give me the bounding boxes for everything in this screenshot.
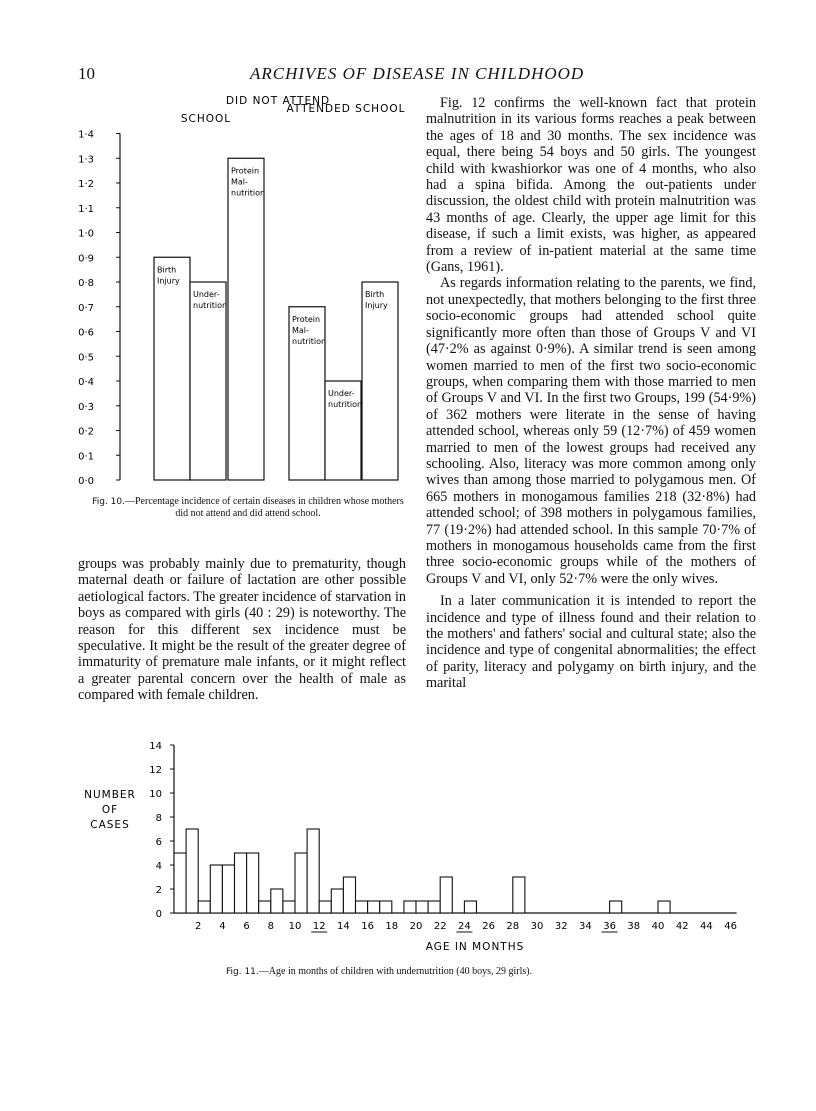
fig11-x-tick-label: 38 (627, 921, 641, 932)
fig11-x-tick-label: 34 (579, 921, 592, 932)
fig11-y-tick-label: 12 (149, 765, 162, 776)
fig10-bar (362, 282, 398, 480)
fig11-bar (319, 901, 331, 913)
fig11-x-tick-label: 24 (458, 921, 471, 932)
fig11-bar (259, 901, 271, 913)
fig11-bars (174, 829, 670, 913)
page-number: 10 (78, 64, 95, 83)
fig11-x-tick-label: 28 (506, 921, 520, 932)
fig11-x-tick-label: 14 (337, 921, 350, 932)
fig10-bar-label: Protein Mal-nutrition (231, 166, 266, 198)
fig10-tick-label: 1·2 (78, 179, 94, 190)
fig10-tick-label: 0·1 (78, 451, 94, 463)
fig11-x-tick-label: 4 (219, 921, 226, 932)
fig11-caption-text: —Age in months of children with undernutrition (40 boys, 29 girls). (258, 966, 533, 977)
left-paragraph: groups was probably mainly due to prematurity, though maternal death or failure of lactation are other possible aetiological factors. The greater incidence of starvation in boys as compared with girls (40 : 29) is noteworthy. The reason for this different sex incidence must be speculative. It might be the result of the greater degree of immaturity of premature male infants, or it might reflect a greater parental concern over the health of male as compared with female children. (78, 556, 406, 704)
fig11-x-tick-label: 42 (675, 921, 689, 932)
fig11-bar (174, 853, 186, 913)
fig11-y-tick-label: 10 (149, 789, 162, 800)
fig10-group1-line1: DID NOT ATTEND (225, 95, 331, 107)
fig11-ylabel-line1: NUMBER (84, 789, 136, 801)
fig11-y-tick-label: 14 (149, 741, 162, 752)
fig11-xlabel: AGE IN MONTHS (425, 941, 525, 953)
fig10-tick-label: 0·3 (78, 401, 94, 413)
fig10-caption-text: —Percentage incidence of certain diseases in children whose mothers did not attend and did attend school. (124, 496, 404, 519)
fig11-bar (247, 853, 259, 913)
fig11-bar (222, 865, 234, 913)
fig10-group1-line2: SCHOOL (180, 113, 232, 125)
fig10-tick-label: 0·6 (78, 327, 94, 339)
fig11-bar (343, 877, 355, 913)
fig11-bar (186, 829, 198, 913)
fig11-x-tick-label: 44 (700, 921, 713, 932)
left-column (78, 556, 406, 704)
fig10-tick-label: 0·7 (78, 302, 94, 314)
fig10-tick-label: 1·1 (78, 203, 94, 215)
fig11-bar (440, 877, 452, 913)
fig10-bar-label: Under-nutrition (193, 290, 228, 310)
fig11-bar (331, 889, 343, 913)
fig11-x-tick-label: 12 (312, 921, 326, 932)
fig10-tick-label: 1·3 (78, 154, 94, 166)
fig10-bar-label: Protein Mal-nutrition (292, 314, 327, 346)
fig11-bar (271, 889, 283, 913)
fig11-bar (428, 901, 440, 913)
fig11-bar (295, 853, 307, 913)
fig11-x-tick-label: 6 (243, 921, 250, 932)
fig10-bar-label: Birth Injury (157, 265, 180, 286)
running-head: ARCHIVES OF DISEASE IN CHILDHOOD (250, 64, 585, 83)
fig11-ylabel-line3: CASES (90, 819, 130, 831)
fig11-x-tick-label: 16 (361, 921, 374, 932)
fig10-tick-label: 1·0 (78, 228, 94, 240)
fig11-bar (210, 865, 222, 913)
figure-11 (70, 728, 770, 960)
fig10-bar (190, 282, 226, 480)
fig11-x-tick-label: 30 (530, 921, 544, 932)
fig11-bar (610, 901, 622, 913)
fig11-bar (356, 901, 368, 913)
fig11-bar (307, 829, 319, 913)
fig10-group2-label: ATTENDED SCHOOL (286, 103, 406, 115)
right-column (426, 95, 756, 692)
fig11-x-tick-label: 8 (267, 921, 274, 932)
right-paragraph-2: As regards information relating to the parents, we find, not unexpectedly, that mothers belonging to the first three socio-economic groups had attended school quite significantly more often than those of Groups V and VI (47·2% as against 0·9%). A similar trend is seen among women married to men of the first two socio-economic groups, when comparing them with those married to men of Groups V and VI. In the first two Groups, 199 (54·9%) of 362 mothers were literate in the sense of having attended school, whereas only 59 (12·7%) of 459 women married to men of the lowest groups had received any schooling. Also, literacy was more common among only wives than among those married to polygamous men. Of 665 mothers in monogamous families 218 (32·8%) had attended school; of 398 mothers in polygamous families, 77 (19·2%) had attended school. In this sample 70·7% of mothers in monogamous households came from the first three socio-economic groups while of the mothers of Groups V and VI, only 52·7% were the only wives. (426, 275, 756, 587)
fig11-x-tick-label: 10 (288, 921, 302, 932)
fig11-y-tick-label: 4 (155, 861, 162, 872)
fig10-tick-label: 0·8 (78, 278, 94, 289)
fig10-tick-label: 0·9 (78, 253, 94, 265)
fig11-y-tick-label: 0 (155, 909, 162, 920)
fig11-y-tick-label: 8 (155, 813, 162, 824)
fig11-caption-label: Fig. 11. (226, 967, 259, 977)
fig10-caption-label: Fig. 10. (92, 497, 125, 507)
fig11-bar (368, 901, 380, 913)
fig10-bar-label: Birth Injury (365, 290, 388, 310)
fig11-caption (226, 966, 646, 978)
right-paragraph-1: Fig. 12 confirms the well-known fact that protein malnutrition in its various forms reaches a peak between the ages of 18 and 30 months. The sex incidence was equal, there being 54 boys and 50 girls. The youngest child with kwashiorkor was one of 4 months, who also had a spina bifida. Among the out-patients under discussion, the oldest child with protein malnutrition was 43 months of age. Clearly, the upper age limit for this disease, if such a limit exists, was higher, as appeared from a review of in-patient material at the same time (Gans, 1961). (426, 95, 756, 276)
fig10-tick-label: 0·5 (78, 352, 94, 364)
fig11-x-tick-label: 2 (195, 921, 202, 932)
fig10-tick-label: 0·2 (78, 426, 94, 438)
fig10-tick-label: 1·4 (78, 129, 94, 141)
fig10-caption (88, 496, 408, 520)
fig11-x-tick-label: 18 (385, 921, 399, 932)
fig11-bar (283, 901, 295, 913)
fig11-bar (198, 901, 210, 913)
fig11-x-tick-label: 26 (482, 921, 495, 932)
fig11-x-tick-label: 40 (651, 921, 665, 932)
right-paragraph-3: In a later communication it is intended to report the incidence and type of illness found and their relation to the mothers' and fathers' social and cultural state; also the incidence and type of congenital abnormalities; the effect of parity, literacy and polygamy on birth injury, and the marital (426, 593, 756, 692)
fig11-x-tick-label: 46 (724, 921, 737, 932)
fig11-x-tick-label: 22 (433, 921, 447, 932)
fig10-bars (154, 158, 398, 480)
fig10-tick-label: 0·4 (78, 377, 94, 388)
fig11-bar (404, 901, 416, 913)
fig11-x-tick-label: 36 (603, 921, 616, 932)
fig10-bar (154, 257, 190, 480)
fig11-bar (416, 901, 428, 913)
fig11-bar (235, 853, 247, 913)
fig11-y-tick-label: 2 (155, 885, 162, 896)
fig10-y-axis (78, 130, 120, 488)
fig11-bar (464, 901, 476, 913)
fig10-bar (228, 158, 264, 480)
fig11-bar (513, 877, 525, 913)
fig11-x-tick-label: 20 (409, 921, 423, 932)
figure-10 (70, 90, 420, 490)
fig11-y-tick-label: 6 (155, 837, 162, 848)
fig11-x-tick-label: 32 (554, 921, 568, 932)
fig11-ylabel-line2: OF (101, 804, 119, 816)
fig11-bar (380, 901, 392, 913)
fig10-tick-label: 0·0 (78, 476, 94, 487)
fig11-bar (658, 901, 670, 913)
fig10-bar-label: Under-nutrition (328, 389, 363, 409)
